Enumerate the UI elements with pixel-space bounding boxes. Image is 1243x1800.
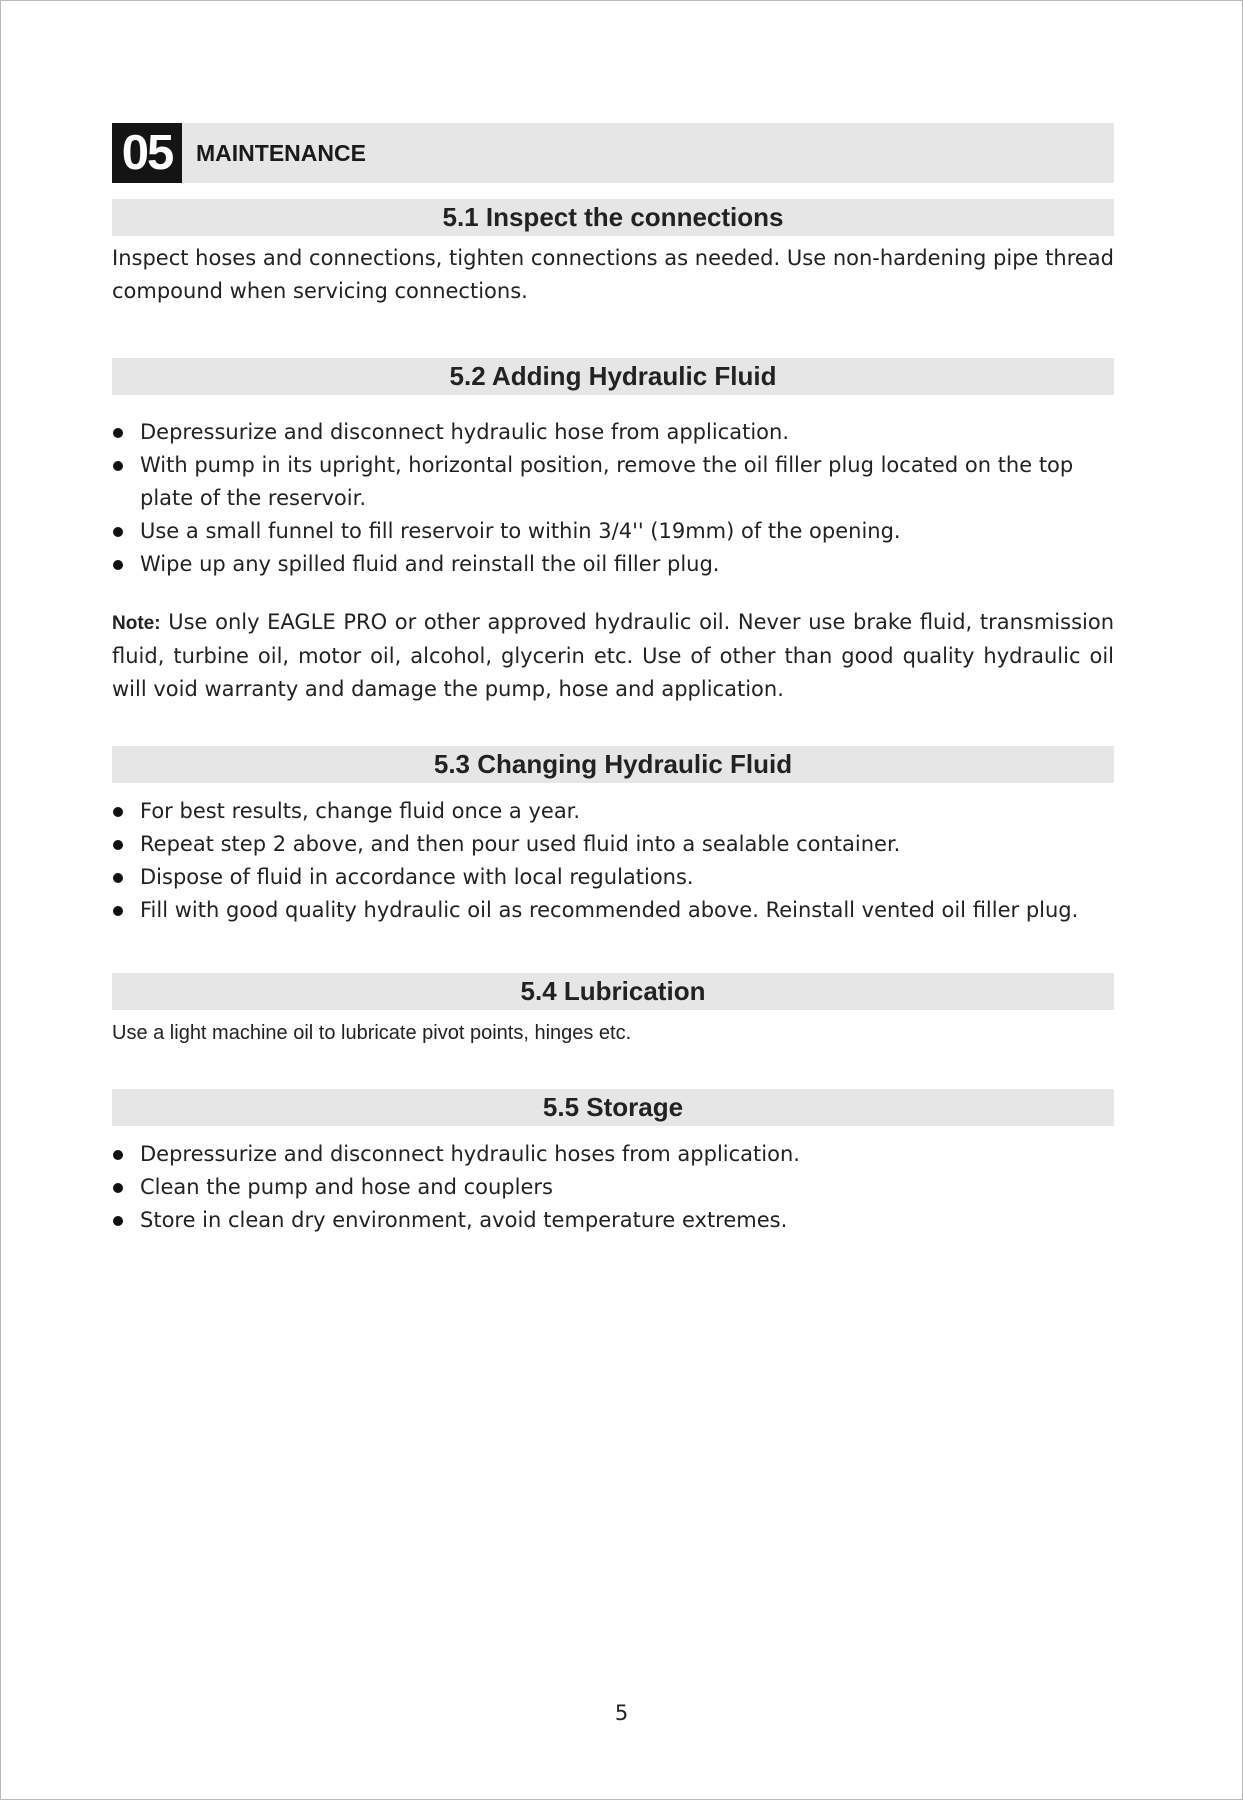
list-item-text: Dispose of fluid in accordance with local regulations. (140, 865, 694, 889)
list-item (112, 1204, 1114, 1237)
list-item-text: Store in clean dry environment, avoid temperature extremes. (140, 1208, 788, 1232)
section-5-3-list (112, 795, 1114, 927)
list-item (112, 515, 1114, 548)
bullet-icon (113, 807, 123, 817)
chapter-title: MAINTENANCE (196, 139, 366, 166)
bullet-icon (113, 906, 123, 916)
list-item-text: Clean the pump and hose and couplers (140, 1175, 553, 1199)
bullet-icon (113, 1183, 123, 1193)
section-5-2-list (112, 416, 1114, 581)
list-item (112, 828, 1114, 861)
list-item (112, 795, 1114, 828)
list-item (112, 894, 1114, 927)
chapter-header (112, 123, 1114, 183)
section-heading-5-5: 5.5 Storage (112, 1089, 1114, 1126)
bullet-icon (113, 1216, 123, 1226)
list-item-text: Use a small funnel to fill reservoir to within 3/4'' (19mm) of the opening. (140, 519, 901, 543)
list-item-text: Depressurize and disconnect hydraulic hoses from application. (140, 1142, 800, 1166)
note-label: Note: (112, 613, 161, 634)
bullet-icon (113, 873, 123, 883)
bullet-icon (113, 1150, 123, 1160)
list-item (112, 1138, 1114, 1171)
list-item-text: Wipe up any spilled fluid and reinstall the oil filler plug. (140, 552, 720, 576)
list-item (112, 416, 1114, 449)
page-number: 5 (614, 1701, 629, 1725)
chapter-number: 05 (112, 123, 182, 183)
section-heading-5-3: 5.3 Changing Hydraulic Fluid (112, 746, 1114, 783)
section-5-2-note (112, 606, 1114, 706)
list-item-text: For best results, change fluid once a year. (140, 799, 581, 823)
list-item (112, 1171, 1114, 1204)
section-heading-5-2: 5.2 Adding Hydraulic Fluid (112, 358, 1114, 395)
page-content (112, 123, 1114, 1237)
list-item (112, 548, 1114, 581)
section-heading-5-1: 5.1 Inspect the connections (112, 199, 1114, 236)
list-item-text: With pump in its upright, horizontal position, remove the oil filler plug located on the top plate of the reservoir. (140, 453, 1074, 510)
bullet-icon (113, 461, 123, 471)
list-item-text: Fill with good quality hydraulic oil as recommended above. Reinstall vented oil filler plug. (140, 898, 1079, 922)
section-5-1-paragraph: Inspect hoses and connections, tighten connections as needed. Use non-hardening pipe thread compound when servicing connections. (112, 246, 1114, 303)
section-5-5-list (112, 1138, 1114, 1237)
bullet-icon (113, 560, 123, 570)
section-heading-5-4: 5.4 Lubrication (112, 973, 1114, 1010)
list-item-text: Repeat step 2 above, and then pour used fluid into a sealable container. (140, 832, 901, 856)
bullet-icon (113, 428, 123, 438)
list-item-text: Depressurize and disconnect hydraulic hose from application. (140, 420, 789, 444)
note-text: Use only EAGLE PRO or other approved hydraulic oil. Never use brake fluid, transmission fluid, turbine oil, motor oil, alcohol, glycerin etc. Use of other than good quality hydraulic oil will void warranty and damage the pump, hose and application. (112, 610, 1114, 701)
bullet-icon (113, 840, 123, 850)
list-item (112, 861, 1114, 894)
section-5-4-paragraph: Use a light machine oil to lubricate pivot points, hinges etc. (112, 1022, 632, 1044)
list-item (112, 449, 1114, 515)
bullet-icon (113, 527, 123, 537)
